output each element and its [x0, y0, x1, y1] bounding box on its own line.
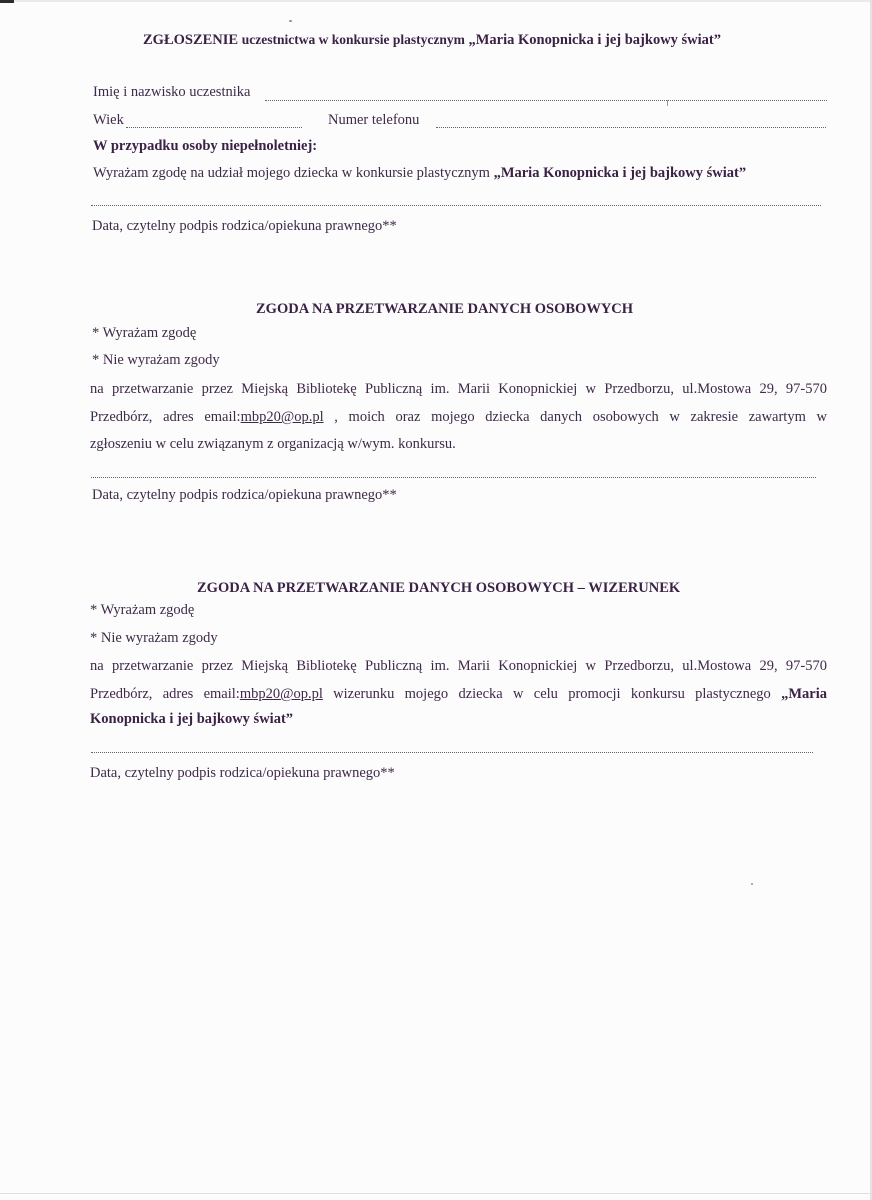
image-contest-name-part1: „Maria	[781, 686, 828, 702]
data-option-no[interactable]: * Nie wyrażam zgody	[92, 352, 220, 368]
image-consent-line1: na przetwarzanie przez Miejską Bibliotekę Publiczną im. Marii Konopnickiej w Przedborzu, ul.Mostowa 29, 97-570	[90, 658, 827, 674]
data-consent-line2-pre: Przedbórz, adres email:	[90, 409, 241, 425]
minor-signature-field[interactable]	[91, 205, 821, 206]
scan-speck	[289, 20, 292, 22]
image-consent-line2	[90, 686, 827, 703]
scan-corner-mark	[0, 0, 14, 3]
minor-consent	[93, 165, 746, 182]
data-consent-line1: na przetwarzanie przez Miejską Bibliotekę Publiczną im. Marii Konopnickiej w Przedborzu, ul.Mostowa 29, 97-570	[90, 381, 827, 397]
scan-speck	[751, 883, 753, 885]
age-field[interactable]	[126, 127, 302, 128]
data-option-yes[interactable]: * Wyrażam zgodę	[92, 325, 197, 341]
image-consent-line2-post: wizerunku mojego dziecka w celu promocji konkursu plastycznego	[322, 686, 771, 702]
data-consent-line2	[90, 409, 827, 426]
age-label: Wiek	[93, 112, 124, 128]
data-consent-line2-post: , moich oraz mojego dziecka danych osobowych w zakresie zawartym w	[323, 409, 827, 425]
image-signature-field[interactable]	[91, 752, 813, 753]
page-edge-top	[0, 0, 872, 2]
image-consent-heading: ZGODA NA PRZETWARZANIE DANYCH OSOBOWYCH – WIZERUNEK	[197, 580, 681, 596]
page-edge-bottom	[0, 1193, 872, 1194]
name-label: Imię i nazwisko uczestnika	[93, 84, 251, 100]
minor-signature-label: Data, czytelny podpis rodzica/opiekuna prawnego**	[92, 218, 397, 234]
image-option-no[interactable]: * Nie wyrażam zgody	[90, 630, 218, 646]
phone-field[interactable]	[436, 127, 826, 128]
data-consent-heading: ZGODA NA PRZETWARZANIE DANYCH OSOBOWYCH	[256, 301, 634, 317]
phone-label: Numer telefonu	[328, 112, 420, 128]
image-consent-email-link[interactable]: mbp20@op.pl	[239, 686, 323, 702]
minor-contest-name: „Maria Konopnicka i jej bajkowy świat”	[493, 165, 747, 181]
form-title	[143, 32, 721, 49]
form-title-contest: „Maria Konopnicka i jej bajkowy świat”	[468, 32, 722, 48]
data-signature-label: Data, czytelny podpis rodzica/opiekuna prawnego**	[92, 487, 397, 503]
form-title-part1: ZGŁOSZENIE	[143, 32, 239, 48]
data-consent-email-link[interactable]: mbp20@op.pl	[240, 409, 324, 425]
data-signature-field[interactable]	[91, 477, 816, 478]
image-consent-line2-pre: Przedbórz, adres email:	[90, 686, 240, 702]
data-consent-line3: zgłoszeniu w celu związanym z organizacją w/wym. konkursu.	[90, 436, 456, 452]
minor-heading: W przypadku osoby niepełnoletniej:	[93, 138, 318, 154]
name-field[interactable]	[265, 100, 827, 101]
form-title-part2: uczestnictwa w konkursie plastycznym	[241, 32, 465, 47]
image-option-yes[interactable]: * Wyrażam zgodę	[90, 602, 195, 618]
image-contest-name-part2: Konopnicka i jej bajkowy świat”	[90, 711, 294, 727]
minor-consent-text: Wyrażam zgodę na udział mojego dziecka w konkursie plastycznym	[93, 165, 490, 181]
image-signature-label: Data, czytelny podpis rodzica/opiekuna prawnego**	[90, 765, 395, 781]
